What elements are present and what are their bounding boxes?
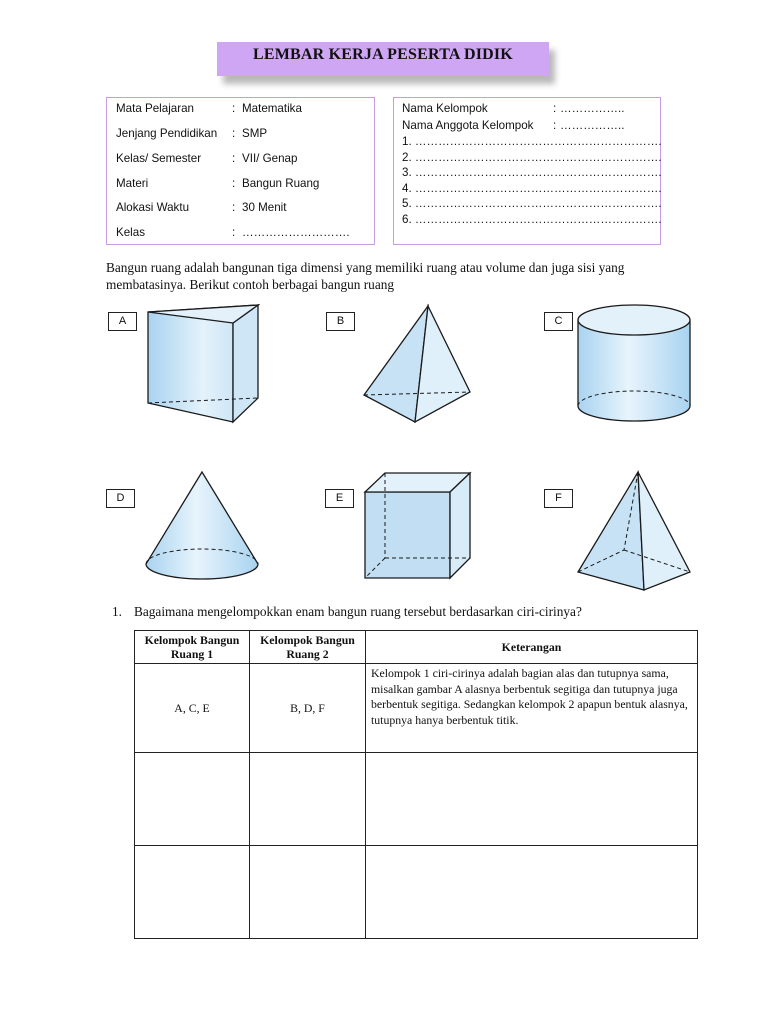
info-colon: : bbox=[553, 102, 557, 115]
info-label: Jenjang Pendidikan bbox=[116, 127, 218, 140]
group-2-cell[interactable]: B, D, F bbox=[250, 664, 366, 753]
group-2-cell[interactable] bbox=[250, 753, 366, 846]
group-info-box bbox=[393, 97, 661, 245]
info-label: Mata Pelajaran bbox=[116, 102, 194, 115]
members-label: Nama Anggota Kelompok bbox=[402, 119, 534, 132]
info-value: SMP bbox=[242, 127, 268, 140]
member-line[interactable]: 3. ………………………………………………………. bbox=[402, 166, 662, 179]
info-colon: : bbox=[553, 119, 557, 132]
group-1-cell[interactable] bbox=[135, 753, 250, 846]
info-colon: : bbox=[232, 152, 236, 165]
keterangan-cell[interactable] bbox=[366, 846, 698, 939]
shape-label-a: A bbox=[108, 312, 137, 331]
triangular-prism-figure bbox=[138, 300, 278, 430]
group-name-blank[interactable]: …………….. bbox=[560, 102, 625, 115]
table-row bbox=[135, 846, 698, 939]
square-pyramid-figure bbox=[572, 468, 696, 594]
grouping-table bbox=[134, 630, 698, 939]
question-1 bbox=[112, 604, 582, 620]
shape-label-c: C bbox=[544, 312, 573, 331]
member-line[interactable]: 1. ………………………………………………………. bbox=[402, 135, 662, 148]
info-colon: : bbox=[232, 201, 236, 214]
table-row bbox=[135, 753, 698, 846]
shape-label-d: D bbox=[106, 489, 135, 508]
info-value: 30 Menit bbox=[242, 201, 287, 214]
shape-label-f: F bbox=[544, 489, 573, 508]
keterangan-cell[interactable] bbox=[366, 753, 698, 846]
worksheet-title: LEMBAR KERJA PESERTA DIDIK bbox=[217, 42, 549, 76]
info-colon: : bbox=[232, 226, 236, 239]
question-number: 1. bbox=[112, 604, 122, 619]
shape-label-b: B bbox=[326, 312, 355, 331]
subject-info-box bbox=[106, 97, 375, 245]
cone-figure bbox=[140, 468, 268, 600]
cylinder-figure bbox=[570, 300, 698, 438]
info-value: VII/ Genap bbox=[242, 152, 298, 165]
header-keterangan: Keterangan bbox=[366, 631, 698, 664]
info-value: ………………………. bbox=[242, 226, 350, 239]
table-row bbox=[135, 664, 698, 753]
info-label: Alokasi Waktu bbox=[116, 201, 190, 214]
member-line[interactable]: 6. ………………………………………………………. bbox=[402, 213, 662, 226]
info-label: Materi bbox=[116, 177, 149, 190]
shape-label-e: E bbox=[325, 489, 354, 508]
group-2-cell[interactable] bbox=[250, 846, 366, 939]
info-label: Kelas bbox=[116, 226, 146, 239]
table-header-row bbox=[135, 631, 698, 664]
group-name-label: Nama Kelompok bbox=[402, 102, 488, 115]
intro-paragraph: Bangun ruang adalah bangunan tiga dimensi yang memiliki ruang atau volume dan juga sisi yang membatasinya. Berikut contoh berbagai bangun ruang bbox=[106, 260, 625, 292]
info-value: Matematika bbox=[242, 102, 302, 115]
info-colon: : bbox=[232, 102, 236, 115]
header-group-2: Kelompok Bangun Ruang 2 bbox=[250, 631, 366, 664]
keterangan-cell[interactable]: Kelompok 1 ciri-cirinya adalah bagian alas dan tutupnya sama, misalkan gambar A alasnya berbentuk segitiga dan tutupnya juga berbentuk segitiga. Sedangkan kelompok 2 apapun bentuk alasnya, tutupnya hanya berbentuk titik. bbox=[366, 664, 698, 753]
member-line[interactable]: 5. ………………………………………………………. bbox=[402, 197, 662, 210]
member-line[interactable]: 2. ………………………………………………………. bbox=[402, 151, 662, 164]
info-label: Kelas/ Semester bbox=[116, 152, 202, 165]
question-text: Bagaimana mengelompokkan enam bangun ruang tersebut berdasarkan ciri-cirinya? bbox=[134, 604, 582, 619]
info-colon: : bbox=[232, 127, 236, 140]
info-colon: : bbox=[232, 177, 236, 190]
cube-figure bbox=[360, 468, 480, 588]
info-value: Bangun Ruang bbox=[242, 177, 320, 190]
triangular-pyramid-figure bbox=[358, 300, 478, 430]
group-1-cell[interactable]: A, C, E bbox=[135, 664, 250, 753]
member-line[interactable]: 4. ………………………………………………………. bbox=[402, 182, 662, 195]
group-1-cell[interactable] bbox=[135, 846, 250, 939]
header-group-1: Kelompok Bangun Ruang 1 bbox=[135, 631, 250, 664]
members-blank[interactable]: …………….. bbox=[560, 119, 625, 132]
